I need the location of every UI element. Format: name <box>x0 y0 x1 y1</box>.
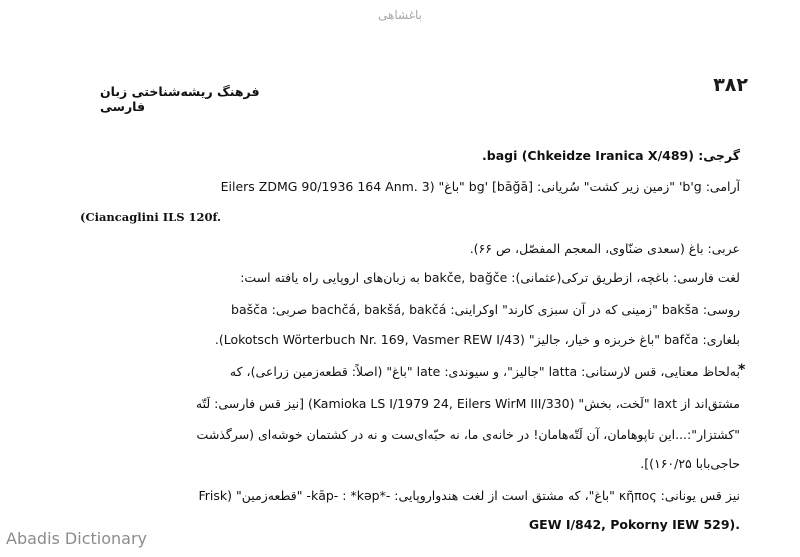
entry-line-georgian: گرجی: bagi (Chkeidze Iranica X/489). <box>482 148 740 163</box>
entry-line-russian: روسی: bakša "زمینی که در آن سبزی کارند" اوکراینی: bachčá, bakšá, bakčá صربی: bašča <box>231 302 740 317</box>
watermark: Abadis Dictionary <box>6 529 147 548</box>
entry-line-semantic: به‌لحاظ معنایی، قس لارستانی: latta "جالیز"، و سیوندی: late "باغ" (اصلاً: قطعه‌زمین زراعی)، که <box>229 364 740 379</box>
entry-line-derivation: مشتق‌اند از laxt "لَخت، بخش" (Kamioka LS I/1979 24, Eilers WirM III/330) [نیز قس فارسی: لَتّه <box>195 396 740 411</box>
site-title: باغشاهی <box>378 8 422 22</box>
entry-line-bulgarian: بلغاری: bafča "باغ خربزه و خیار، جالیز" (Lokotsch Wörterbuch Nr. 169, Vasmer REW I/43). <box>214 332 740 347</box>
entry-line-greek: نیز قس یونانی: κῆπος "باغ"، که مشتق است از لغت هندواروپایی: -*kāp- : *kəp- "قطعه‌زمین" (Frisk <box>198 488 740 503</box>
entry-line-aramaic: آرامی: b'g' "زمین زیر کشت" سُریانی: bg' [bāğā] "باغ" (Eilers ZDMG 90/1936 164 Anm. 3 <box>220 179 740 194</box>
entry-line-citation: (Ciancaglini ILS 120f. <box>80 210 222 224</box>
entry-line-quote: "کشتزار":...این تاپوهامان، آن لَتّه‌هامان! در خانه‌ی ما، نه حبّه‌ای‌ست و نه در کشتمان خوشه‌ای (سرگذشت <box>196 427 740 442</box>
asterisk-marker: * <box>738 362 746 378</box>
entry-line-persian-loan: لغت فارسی: باغچه، ازطریق ترکی(عثمانی): bakče, bağče به زبان‌های اروپایی راه یافته است: <box>240 270 740 285</box>
page-number: ۳۸۲ <box>713 74 748 96</box>
entry-line-quote-source: حاجی‌بابا ۱۶۰/۲۵)]. <box>640 456 740 471</box>
entry-line-arabic: عربی: باغ (سعدی ضنّاوی، المعجم المفصّل، ص ۶۶). <box>469 241 740 256</box>
book-title: فرهنگ ریشه‌شناختی زبان فارسی <box>100 84 260 114</box>
entry-line-final-citation: GEW I/842, Pokorny IEW 529). <box>528 517 740 532</box>
